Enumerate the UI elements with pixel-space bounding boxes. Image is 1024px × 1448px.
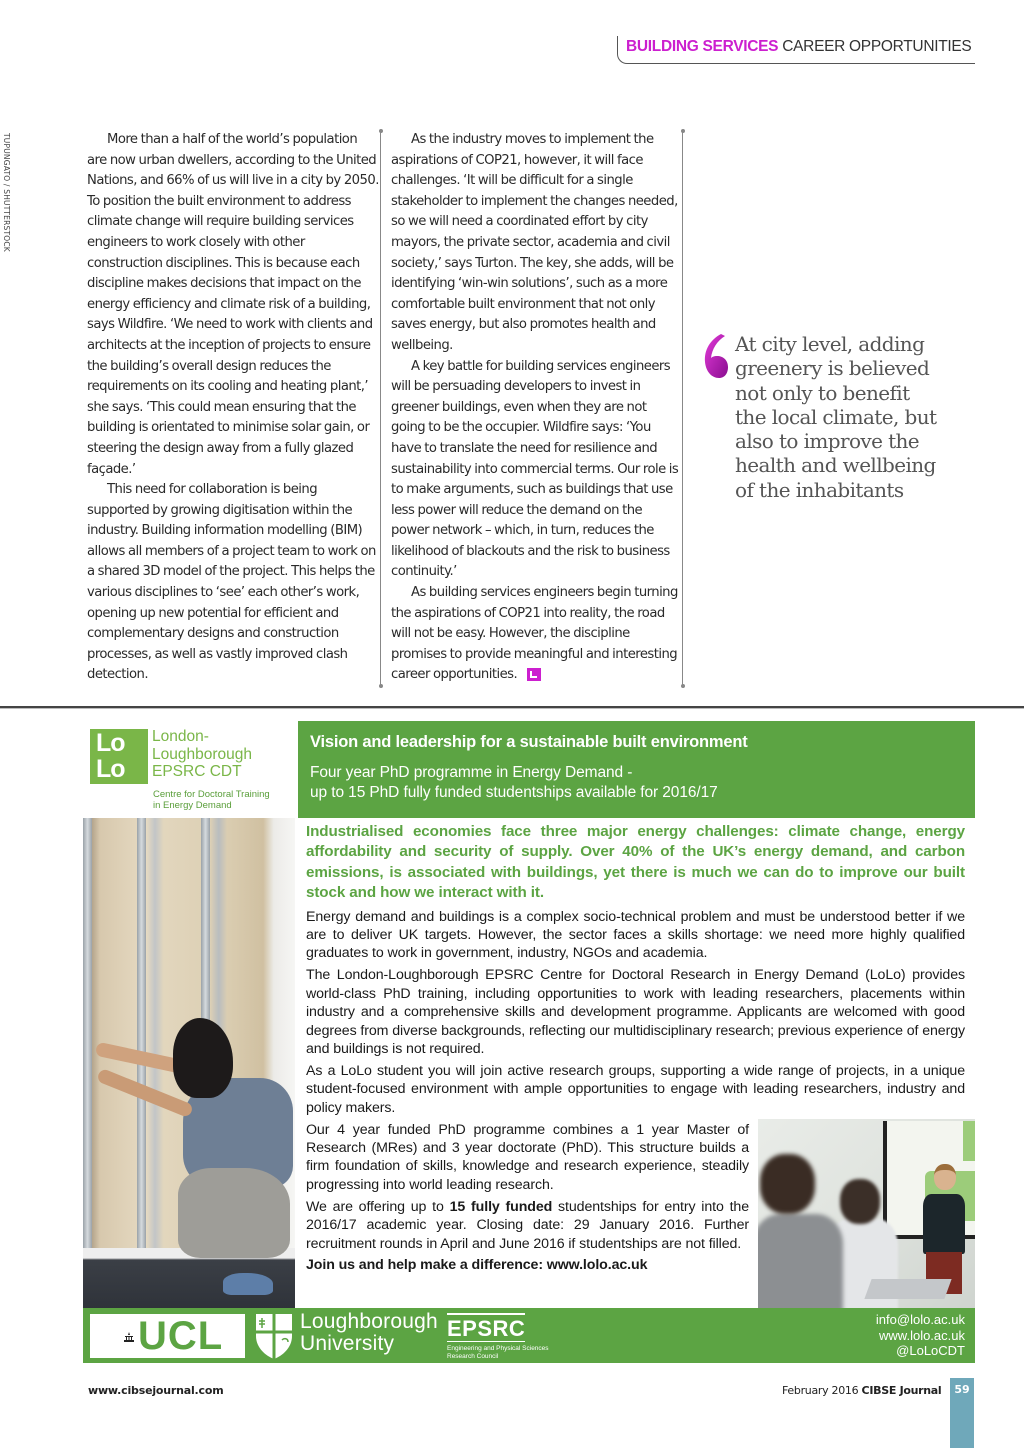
- section-header: [617, 36, 975, 64]
- article-closing-text: As building services engineers begin turning the aspirations of COP21 into reality, the road will not be easy. However, the discipline promises to provide meaningful and interesting career opportunities.: [391, 585, 678, 683]
- student-working-photo: [83, 818, 295, 1308]
- advert-paragraph: The London-Loughborough EPSRC Centre for Doctoral Research in Energy Demand (LoLo) provides world-class PhD training, including opportunities to work with leading researchers, placements within industry and a comprehensive skills and development programme. Applicants are welcomed with good degrees from diverse backgrounds, reflecting our multidisciplinary research; previous experience of energy and buildings is not required.: [306, 967, 965, 1057]
- photo-person-legs: [178, 1168, 290, 1258]
- advert-paragraph: As a LoLo student you will join active research groups, supporting a wide range of projects, in a unique student-focused environment with ample opportunities to engage with leading researchers, industry and policy makers.: [306, 1062, 965, 1116]
- quote-mark-icon: [701, 332, 729, 380]
- section-divider-shadow: [0, 708, 1024, 709]
- pull-quote-line: also to improve the: [735, 429, 920, 454]
- loughborough-shield-icon: [254, 1312, 294, 1360]
- footer-publication-name: CIBSE Journal: [861, 1384, 942, 1397]
- loughborough-line: Loughborough: [300, 1310, 438, 1333]
- lolo-logo-subtitle: [153, 790, 270, 811]
- section-name: BUILDING SERVICES: [626, 38, 779, 55]
- presentation-photo: [758, 1119, 975, 1309]
- logo-subtitle-line: Centre for Doctoral Training: [153, 789, 270, 800]
- footer-issue-date: February 2016: [782, 1384, 859, 1397]
- loughborough-line: University: [300, 1332, 395, 1355]
- logo-subtitle-line: in Energy Demand: [153, 799, 232, 811]
- banner-subtitle-line: up to 15 PhD fully funded studentships available for 2016/17: [310, 783, 718, 801]
- pull-quote-line: the local climate, but: [735, 404, 937, 429]
- ucl-logo: [90, 1314, 245, 1358]
- logo-mark-top: Lo: [96, 729, 125, 757]
- photo-audience-head: [760, 1154, 815, 1214]
- article-paragraph: This need for collaboration is being supported by growing digitisation within the industry. Building information modelling (BIM) allows all members of a project team to work on a shared 3D model of the project. This helps the various disciplines to ‘see’ each other’s work, opening up new potential for efficient and complementary designs and construction processes, as well as vastly improved clash detection.: [87, 482, 376, 683]
- article-paragraph: As the industry moves to implement the aspirations of COP21, however, it will face challenges. ‘It will be difficult for a single stakeholder to implement the changes needed, so we will need a coordinated effort by city mayors, the private sector, academia and civil society,’ says Turton. The key, she adds, will be identifying ‘win-win solutions’, such as a more comfortable built environment that not only saves energy, but also promotes health and wellbeing.: [391, 132, 678, 353]
- ucl-logo-text: UCL: [138, 1314, 224, 1358]
- photo-credit: TUPUNGATO / SHUTTERSTOCK: [2, 133, 11, 252]
- advert-lead: Industrialised economies face three major energy challenges: climate change, energy affordability and security of supply. Over 40% of the UK’s energy demand, and carbon emissions, is associated with buildings, yet there is much we can do to improve our built stock and how we interact with it.: [306, 823, 965, 902]
- section-subname: CAREER OPPORTUNITIES: [782, 38, 972, 55]
- epsrc-logo-text: EPSRC: [447, 1315, 526, 1341]
- advert-contacts: [876, 1312, 965, 1359]
- pull-quote-line: not only to benefit: [735, 380, 910, 405]
- banner-subtitle: [310, 763, 963, 802]
- article-column-2: [391, 130, 683, 686]
- advert-offer: [306, 1198, 749, 1253]
- photo-presenter-head: [934, 1164, 956, 1190]
- article-paragraph: More than a half of the world’s population are now urban dwellers, according to the United Nations, and 66% of us will live in a city by 2050. To position the built environment to address climate change will require building services engineers to work closely with other construction disciplines. This is because each discipline makes decisions that impact on the energy efficiency and climate risk of a building, says Wildfire. ‘We need to work with clients and architects at the inception of projects to ensure the building’s overall design reduces the requirements on its cooling and heating plant,’ she says. ‘This could mean ensuring that the building is orientated to minimise solar gain, or steering the design away from a fully glazed façade.’: [87, 132, 379, 477]
- pull-quote-line: At city level, adding: [735, 332, 925, 356]
- ucl-portico-icon: [123, 1332, 135, 1342]
- photo-laptop: [864, 1279, 951, 1299]
- photo-person-shoe: [223, 1273, 273, 1295]
- footer-website-link[interactable]: www.cibsejournal.com: [88, 1384, 224, 1397]
- logo-title-line: Loughborough: [152, 745, 252, 763]
- logo-mark-bottom: Lo: [96, 755, 125, 783]
- section-title: [626, 38, 971, 56]
- pull-quote-line: of the inhabitants: [735, 477, 904, 502]
- column-rule: [682, 131, 683, 686]
- photo-audience-member: [758, 1214, 843, 1309]
- article-column-1: [87, 130, 379, 686]
- photo-presenter-body: [923, 1194, 965, 1254]
- contact-email-link[interactable]: info@lolo.ac.uk: [875, 1312, 965, 1327]
- end-of-article-icon: [527, 668, 541, 681]
- advert-banner: [298, 721, 975, 818]
- advert-paragraph: Our 4 year funded PhD programme combines a 1 year Master of Research (MRes) and 3 year doctorate (PhD). This structure builds a firm foundation of skills, knowledge and research experience, steadily progressing into world leading research.: [306, 1121, 749, 1193]
- loughborough-logo-text: [300, 1311, 438, 1355]
- epsrc-subtitle-line: Research Council: [447, 1352, 499, 1360]
- advert-call-to-action[interactable]: Join us and help make a difference: www.lolo.ac.uk: [306, 1257, 648, 1274]
- column-rule: [380, 131, 381, 686]
- lolo-logo-mark: [90, 729, 148, 784]
- logo-title-line: London-: [152, 728, 209, 745]
- offer-text: We are offering up to: [306, 1198, 450, 1215]
- epsrc-subtitle-line: Engineering and Physical Sciences: [447, 1345, 549, 1352]
- logo-title-line: EPSRC CDT: [152, 763, 242, 780]
- banner-title: Vision and leadership for a sustainable built environment: [310, 733, 748, 751]
- offer-text: studentships for entry into the 2016/17 academic year. Closing date: 29 January 2016. Further recruitment rounds in April and June 2016 if studentships are not filled.: [306, 1198, 749, 1252]
- epsrc-logo: [447, 1313, 549, 1360]
- photo-wall-stud: [83, 818, 92, 1308]
- advert-paragraph: Energy demand and buildings is a complex socio-technical problem and must be understood better if we are to deliver UK targets. However, the sector faces a skills shortage: we need more highly qualified graduates to work in government, industry, NGOs and academia.: [306, 908, 965, 962]
- photo-audience-head: [840, 1179, 880, 1224]
- pull-quote-line: health and wellbeing: [735, 453, 936, 478]
- lolo-logo-title: [152, 728, 252, 781]
- pull-quote-line: greenery is believed: [735, 356, 930, 381]
- photo-person-head: [173, 1018, 233, 1098]
- article-paragraph: A key battle for building services engineers will be persuading developers to invest in greener buildings, even when they are not going to be the occupier. Wildfire says: ‘You have to translate the need for resilience and sustainability into commercial terms. Our role is to make arguments, such as buildings that use less power will reduce the demand on the power network – which, in turn, reduces the likelihood of blackouts and the risk to business continuity.’: [391, 358, 679, 580]
- contact-twitter-link[interactable]: @LoLoCDT: [896, 1343, 965, 1358]
- offer-highlight: 15 fully funded: [449, 1198, 553, 1215]
- article-paragraph: [391, 583, 683, 686]
- pull-quote-text: [735, 332, 975, 502]
- page-number: 59: [950, 1378, 974, 1448]
- banner-subtitle-line: Four year PhD programme in Energy Demand -: [310, 764, 633, 781]
- footer-issue: [782, 1384, 941, 1397]
- contact-website-link[interactable]: www.lolo.ac.uk: [879, 1327, 965, 1343]
